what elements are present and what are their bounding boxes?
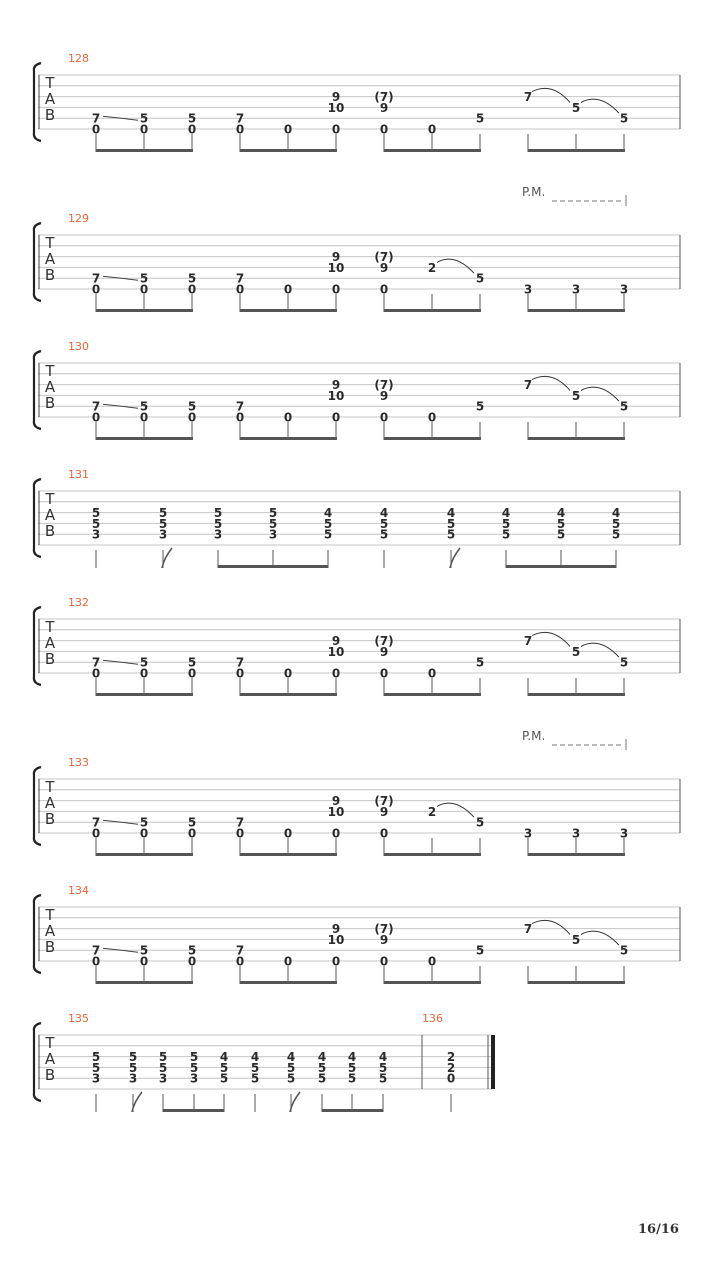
fret-number: 3 <box>523 282 533 297</box>
fret-number: 5 <box>347 1071 357 1086</box>
note-beam <box>528 309 625 312</box>
tab-clef-letter: A <box>44 506 56 524</box>
fret-number: 0 <box>427 954 437 969</box>
note-beam <box>163 1109 224 1112</box>
fret-number: 5 <box>158 506 168 521</box>
fret-number: 9 <box>331 90 341 105</box>
fret-number: 5 <box>323 516 333 531</box>
measure-number: 130 <box>68 340 89 353</box>
fret-number: 0 <box>91 666 101 681</box>
tab-clef-letter: T <box>45 778 55 796</box>
fret-number: 0 <box>91 826 101 841</box>
fret-number: 0 <box>91 122 101 137</box>
tie-arc <box>581 931 619 945</box>
fret-number: 7 <box>91 399 101 414</box>
tie-arc <box>581 99 619 113</box>
fret-number: 0 <box>187 122 197 137</box>
note-beam <box>528 981 625 984</box>
fret-number: 0 <box>331 122 341 137</box>
fret-number: 5 <box>139 655 149 670</box>
fret-number: 9 <box>379 932 389 947</box>
fret-number: 0 <box>427 410 437 425</box>
fret-number: 0 <box>427 666 437 681</box>
fret-number: 5 <box>91 1060 101 1075</box>
fret-number: 5 <box>250 1060 260 1075</box>
tab-clef-letter: A <box>44 634 56 652</box>
fret-number: 5 <box>187 815 197 830</box>
fret-number: 5 <box>91 1050 101 1065</box>
fret-number: 5 <box>213 506 223 521</box>
fret-number: 0 <box>139 826 149 841</box>
fret-number: 5 <box>379 527 389 542</box>
fret-number: 9 <box>379 260 389 275</box>
fret-number: 9 <box>331 922 341 937</box>
fret-number: 0 <box>187 666 197 681</box>
fret-number: 7 <box>91 943 101 958</box>
fret-number: 7 <box>523 922 533 937</box>
fret-number: (7) <box>374 634 394 649</box>
fret-number: 7 <box>235 111 245 126</box>
fret-number: 7 <box>523 634 533 649</box>
note-beam <box>96 981 193 984</box>
fret-number: 0 <box>331 666 341 681</box>
fret-number: 5 <box>286 1060 296 1075</box>
note-beam <box>240 693 337 696</box>
fret-number: 5 <box>219 1060 229 1075</box>
fret-number: 0 <box>283 826 293 841</box>
fret-number: 2 <box>446 1060 456 1075</box>
note-beam <box>528 149 625 152</box>
measure-number: 131 <box>68 468 89 481</box>
note-beam <box>384 853 481 856</box>
fret-number: 5 <box>475 815 485 830</box>
tie-arc <box>581 387 619 401</box>
tab-clef-letter: T <box>45 906 55 924</box>
fret-number: 0 <box>283 666 293 681</box>
fret-number: 3 <box>268 527 278 542</box>
fret-number: (7) <box>374 922 394 937</box>
measure-number: 132 <box>68 596 89 609</box>
fret-number: 5 <box>268 506 278 521</box>
tab-clef-letter: T <box>45 490 55 508</box>
fret-number: 7 <box>523 90 533 105</box>
note-beam <box>240 437 337 440</box>
fret-number: 0 <box>139 410 149 425</box>
tie-arc <box>437 259 474 273</box>
fret-number: 5 <box>213 516 223 531</box>
fret-number: 5 <box>619 111 629 126</box>
fret-number: 3 <box>571 826 581 841</box>
fret-number: 10 <box>327 932 345 947</box>
fret-number: 5 <box>446 527 456 542</box>
fret-number: 10 <box>327 260 345 275</box>
note-beam <box>528 693 625 696</box>
fret-number: 0 <box>235 410 245 425</box>
fret-number: 5 <box>187 399 197 414</box>
fret-number: 4 <box>250 1050 260 1065</box>
fret-number: 10 <box>327 804 345 819</box>
tab-clef-letter: B <box>44 522 56 540</box>
tab-clef-letter: B <box>44 106 56 124</box>
fret-number: 0 <box>139 122 149 137</box>
fret-number: 9 <box>379 644 389 659</box>
note-beam <box>528 853 625 856</box>
fret-number: 5 <box>556 527 566 542</box>
measure-number: 134 <box>68 884 89 897</box>
fret-number: 5 <box>378 1060 388 1075</box>
fret-number: 0 <box>187 282 197 297</box>
fret-number: 4 <box>446 506 456 521</box>
measure-number: 136 <box>422 1012 443 1025</box>
fret-number: 0 <box>283 122 293 137</box>
tab-clef-letter: B <box>44 1066 56 1084</box>
fret-number: 0 <box>91 282 101 297</box>
fret-number: 0 <box>379 122 389 137</box>
tie-arc <box>532 632 570 646</box>
fret-number: 0 <box>139 666 149 681</box>
fret-number: 5 <box>475 943 485 958</box>
measure-number: 129 <box>68 212 89 225</box>
fret-number: 0 <box>91 954 101 969</box>
fret-number: 7 <box>235 399 245 414</box>
fret-number: 3 <box>91 1071 101 1086</box>
fret-number: 0 <box>235 954 245 969</box>
fret-number: 0 <box>379 666 389 681</box>
fret-number: 5 <box>475 655 485 670</box>
fret-number: 5 <box>91 506 101 521</box>
fret-number: 4 <box>323 506 333 521</box>
fret-number: 4 <box>317 1050 327 1065</box>
palm-mute-label: P.M. <box>522 729 546 743</box>
fret-number: 7 <box>235 271 245 286</box>
fret-number: 0 <box>283 954 293 969</box>
fret-number: 3 <box>619 826 629 841</box>
note-beam <box>96 853 193 856</box>
fret-number: 5 <box>219 1071 229 1086</box>
tie-arc <box>532 88 570 102</box>
tab-clef-letter: B <box>44 938 56 956</box>
fret-number: 0 <box>331 410 341 425</box>
fret-number: 4 <box>378 1050 388 1065</box>
fret-number: 3 <box>189 1071 199 1086</box>
fret-number: 5 <box>323 527 333 542</box>
fret-number: 5 <box>187 271 197 286</box>
fret-number: 2 <box>427 260 437 275</box>
fret-number: 5 <box>317 1071 327 1086</box>
note-beam <box>528 437 625 440</box>
fret-number: 5 <box>571 644 581 659</box>
fret-number: 9 <box>379 804 389 819</box>
fret-number: 3 <box>158 1071 168 1086</box>
tab-clef-letter: B <box>44 266 56 284</box>
fret-number: 0 <box>283 282 293 297</box>
fret-number: (7) <box>374 794 394 809</box>
fret-number: 3 <box>571 282 581 297</box>
fret-number: 0 <box>235 122 245 137</box>
fret-number: 4 <box>611 506 621 521</box>
fret-number: 7 <box>523 378 533 393</box>
fret-number: 5 <box>139 815 149 830</box>
fret-number: 7 <box>91 111 101 126</box>
fret-number: 4 <box>556 506 566 521</box>
fret-number: 3 <box>523 826 533 841</box>
fret-number: 0 <box>379 954 389 969</box>
tab-clef-letter: A <box>44 90 56 108</box>
tab-clef-letter: B <box>44 650 56 668</box>
fret-number: 7 <box>235 655 245 670</box>
fret-number: 4 <box>219 1050 229 1065</box>
fret-number: 5 <box>158 1060 168 1075</box>
fret-number: 5 <box>158 516 168 531</box>
fret-number: 5 <box>619 399 629 414</box>
fret-number: 5 <box>475 399 485 414</box>
fret-number: 9 <box>379 388 389 403</box>
measure-number: 135 <box>68 1012 89 1025</box>
fret-number: 5 <box>189 1060 199 1075</box>
fret-number: 5 <box>611 516 621 531</box>
fret-number: 5 <box>286 1071 296 1086</box>
fret-number: 2 <box>427 804 437 819</box>
fret-number: 5 <box>475 111 485 126</box>
fret-number: 5 <box>347 1060 357 1075</box>
tab-clef-letter: A <box>44 1050 56 1068</box>
fret-number: (7) <box>374 90 394 105</box>
fret-number: 10 <box>327 388 345 403</box>
fret-number: 0 <box>91 410 101 425</box>
tab-clef-letter: T <box>45 74 55 92</box>
tie-arc <box>437 803 474 817</box>
fret-number: 3 <box>128 1071 138 1086</box>
fret-number: 5 <box>317 1060 327 1075</box>
note-beam <box>384 149 481 152</box>
fret-number: 3 <box>158 527 168 542</box>
tab-clef-letter: A <box>44 794 56 812</box>
fret-number: 0 <box>427 122 437 137</box>
fret-number: 0 <box>379 826 389 841</box>
page-number: 16/16 <box>638 1222 679 1237</box>
fret-number: 4 <box>379 506 389 521</box>
fret-number: 10 <box>327 100 345 115</box>
fret-number: 0 <box>379 410 389 425</box>
fret-number: 0 <box>235 282 245 297</box>
note-beam <box>240 853 337 856</box>
note-beam <box>384 309 481 312</box>
fret-number: 5 <box>91 516 101 531</box>
fret-number: 5 <box>128 1050 138 1065</box>
tab-clef-letter: T <box>45 362 55 380</box>
fret-number: 5 <box>501 527 511 542</box>
note-beam <box>96 149 193 152</box>
tie-arc <box>581 643 619 657</box>
fret-number: 0 <box>331 282 341 297</box>
fret-number: 5 <box>475 271 485 286</box>
tab-clef-letter: T <box>45 618 55 636</box>
note-beam <box>96 437 193 440</box>
fret-number: 5 <box>571 932 581 947</box>
fret-number: 3 <box>91 527 101 542</box>
fret-number: 5 <box>187 943 197 958</box>
note-beam <box>240 149 337 152</box>
fret-number: 7 <box>91 655 101 670</box>
final-barline-thick <box>491 1035 495 1089</box>
fret-number: 5 <box>379 516 389 531</box>
measure-number: 128 <box>68 52 89 65</box>
fret-number: 5 <box>268 516 278 531</box>
fret-number: 0 <box>446 1071 456 1086</box>
fret-number: 0 <box>187 826 197 841</box>
tie-arc <box>532 920 570 934</box>
fret-number: 7 <box>235 815 245 830</box>
fret-number: 0 <box>235 826 245 841</box>
fret-number: 5 <box>139 399 149 414</box>
fret-number: 0 <box>139 282 149 297</box>
fret-number: 4 <box>286 1050 296 1065</box>
fret-number: 5 <box>556 516 566 531</box>
fret-number: 0 <box>187 954 197 969</box>
fret-number: 5 <box>187 655 197 670</box>
measure-number: 133 <box>68 756 89 769</box>
fret-number: 0 <box>187 410 197 425</box>
fret-number: 5 <box>446 516 456 531</box>
fret-number: 5 <box>571 100 581 115</box>
fret-number: 5 <box>619 943 629 958</box>
fret-number: 9 <box>331 250 341 265</box>
tab-clef-letter: A <box>44 922 56 940</box>
note-beam <box>384 981 481 984</box>
tab-clef-letter: B <box>44 810 56 828</box>
fret-number: 5 <box>571 388 581 403</box>
note-beam <box>506 565 616 568</box>
tab-clef-letter: A <box>44 378 56 396</box>
fret-number: 5 <box>501 516 511 531</box>
tie-arc <box>532 376 570 390</box>
note-beam <box>96 693 193 696</box>
fret-number: 5 <box>128 1060 138 1075</box>
tab-clef-letter: B <box>44 394 56 412</box>
fret-number: 0 <box>331 954 341 969</box>
palm-mute-label: P.M. <box>522 185 546 199</box>
fret-number: 0 <box>139 954 149 969</box>
note-beam <box>322 1109 383 1112</box>
fret-number: 9 <box>331 378 341 393</box>
fret-number: 5 <box>250 1071 260 1086</box>
fret-number: 9 <box>331 634 341 649</box>
fret-number: 9 <box>331 794 341 809</box>
fret-number: 0 <box>331 826 341 841</box>
fret-number: 5 <box>158 1050 168 1065</box>
fret-number: 2 <box>446 1050 456 1065</box>
fret-number: 7 <box>235 943 245 958</box>
note-beam <box>96 309 193 312</box>
tab-clef-letter: T <box>45 234 55 252</box>
note-beam <box>240 309 337 312</box>
fret-number: 7 <box>91 271 101 286</box>
tab-clef-letter: T <box>45 1034 55 1052</box>
fret-number: 7 <box>91 815 101 830</box>
note-beam <box>218 565 328 568</box>
fret-number: 0 <box>235 666 245 681</box>
fret-number: 5 <box>619 655 629 670</box>
fret-number: 9 <box>379 100 389 115</box>
tab-clef-letter: A <box>44 250 56 268</box>
note-beam <box>384 437 481 440</box>
fret-number: 5 <box>189 1050 199 1065</box>
fret-number: 3 <box>619 282 629 297</box>
fret-number: 3 <box>213 527 223 542</box>
fret-number: 0 <box>379 282 389 297</box>
fret-number: 5 <box>139 271 149 286</box>
fret-number: 4 <box>501 506 511 521</box>
fret-number: (7) <box>374 378 394 393</box>
fret-number: 5 <box>139 943 149 958</box>
note-beam <box>384 693 481 696</box>
fret-number: 0 <box>283 410 293 425</box>
fret-number: 5 <box>378 1071 388 1086</box>
fret-number: 4 <box>347 1050 357 1065</box>
fret-number: 5 <box>611 527 621 542</box>
fret-number: (7) <box>374 250 394 265</box>
fret-number: 10 <box>327 644 345 659</box>
note-beam <box>240 981 337 984</box>
fret-number: 5 <box>187 111 197 126</box>
fret-number: 5 <box>139 111 149 126</box>
